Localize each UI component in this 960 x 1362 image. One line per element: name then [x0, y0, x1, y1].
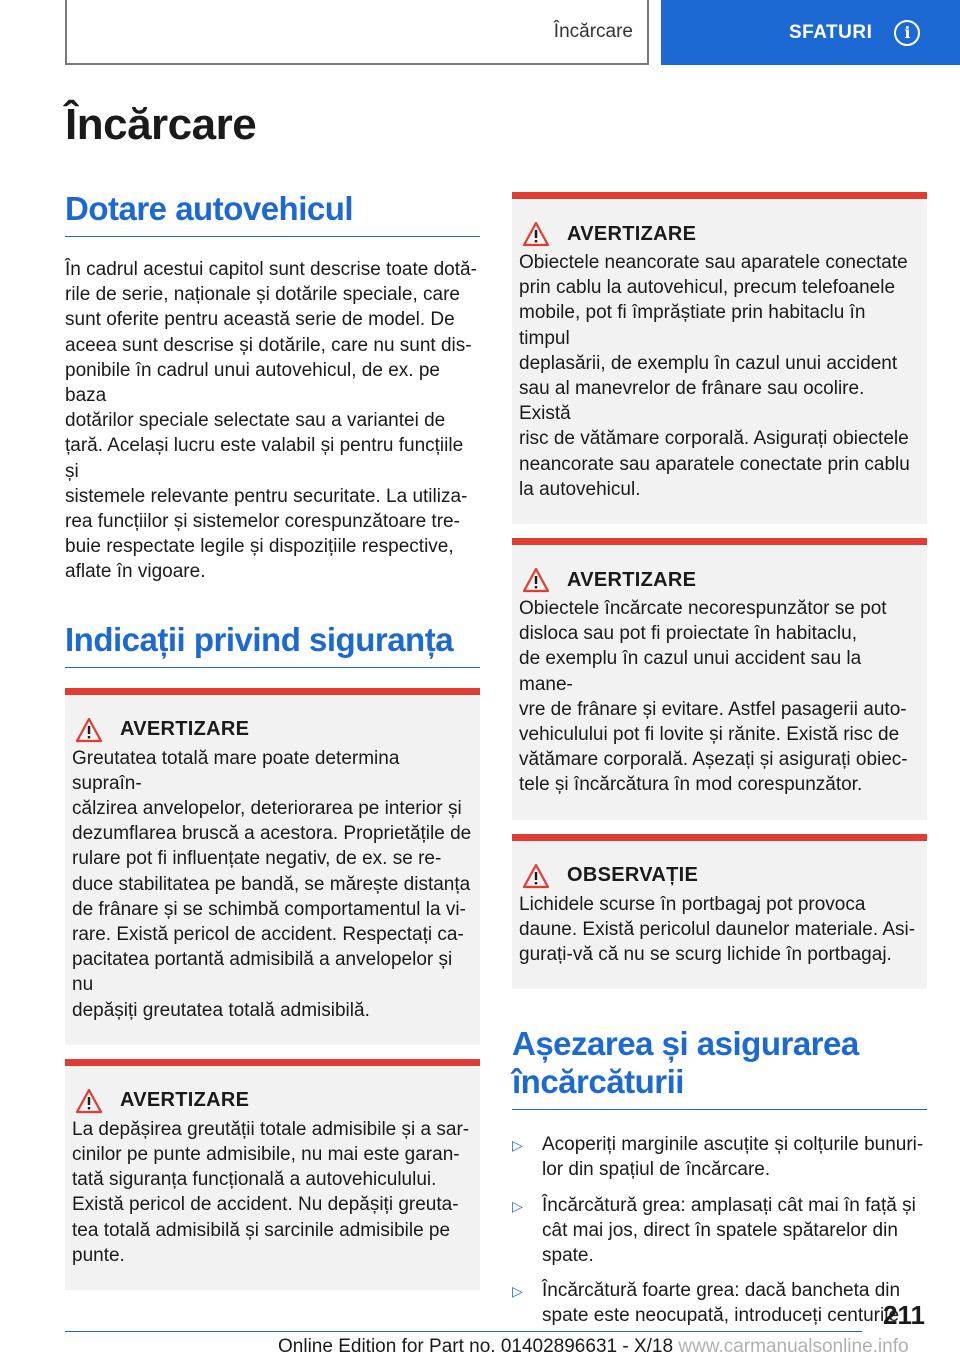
right-column [512, 192, 927, 1339]
footer-divider [65, 1331, 862, 1332]
warning-box [512, 192, 927, 524]
info-icon[interactable]: i [894, 20, 920, 46]
left-column [65, 190, 480, 1290]
warning-text: Obiectele încărcate necorespunzător se pot disloca sau pot fi proiectate în habitaclu, de exemplu în cazul unui accident sau la mane- vre de frânare și evitare. Astfel pasagerii auto- vehiculului pot fi lovite și rănite. Există risc de vătămare corporală. Așezați și asigurați obiec- tele și încărcătura în mod corespunzător. [519, 598, 908, 796]
warning-triangle-icon [522, 863, 550, 889]
list-item: ▷ Încărcătură foarte grea: dacă bancheta din spate este neocupată, introduceți centurile [512, 1278, 927, 1328]
header-section-title: Încărcare [553, 20, 633, 42]
triangle-bullet-icon: ▷ [512, 1197, 523, 1214]
notice-label: OBSERVAȚIE [567, 864, 699, 887]
heading-asezarea: Așezarea și asigurarea încărcăturii [512, 1025, 927, 1110]
warning-box [65, 688, 480, 1045]
heading-siguranta: Indicații privind siguranța [65, 621, 480, 668]
footer [278, 1336, 909, 1358]
warning-text: Greutatea totală mare poate determina supraîn- călzirea anvelopelor, deteriorarea pe interior și dezumflarea bruscă a acestora. Proprietățile de rulare pot fi influențate negativ, de ex. se re- duce stabilitatea pe bandă, se mărește distanța de frânare și se schimbă comportamentul la vi- rare. Există pericol de accident. Respectați ca- pacitatea portantă admisibilă a anvelopelor și nu depășiți greutatea totală admisibilă. [72, 747, 472, 1021]
notice-text: Lichidele scurse în portbagaj pot provoca daune. Există pericolul daunelor materiale. Asi- gurați-vă că nu se scurg lichide în portbagaj. [519, 893, 916, 966]
heading-dotare: Dotare autovehicul [65, 190, 480, 237]
bullet-list [512, 1132, 927, 1328]
list-item: ▷ Încărcătură grea: amplasați cât mai în față și cât mai jos, direct în spatele spătarelor din spate. [512, 1193, 927, 1269]
warning-label: AVERTIZARE [120, 1089, 250, 1112]
warning-box [65, 1059, 480, 1290]
warning-triangle-icon [522, 221, 550, 247]
footer-site-link[interactable]: www.carmanualsonline.info [678, 1336, 909, 1357]
page-number: 211 [883, 1300, 925, 1330]
page-title: Încărcare [65, 100, 257, 149]
warning-label: AVERTIZARE [120, 718, 250, 741]
warning-label: AVERTIZARE [567, 222, 697, 245]
dotare-paragraph: În cadrul acestui capitol sunt descrise toate dotă- rile de serie, naționale și dotările speciale, care sunt oferite pentru această serie de model. De aceea sunt descrise și dotările, care nu sunt dis- ponibile în cadrul unui autovehicul, de ex. pe baza dotărilor speciale selectate sau a variantei de țară. Același lucru este valabil și pentru funcțiile și sistemele relevante pentru securitate. La utiliza- rea funcțiilor și sistemelor corespunzătoare tre- buie respectate legile și dispozițiile respective, aflate în vigoare. [65, 259, 477, 583]
header-tab-label: SFATURI [789, 21, 873, 43]
header-tab-sfaturi[interactable] [661, 0, 960, 65]
triangle-bullet-icon: ▷ [512, 1283, 523, 1300]
list-item: ▷ Acoperiți marginile ascuțite și colțurile bunuri- lor din spațiul de încărcare. [512, 1132, 927, 1182]
footer-edition: Online Edition for Part no. 01402896631 - X/18 [278, 1336, 674, 1357]
warning-triangle-icon [75, 1088, 103, 1114]
notice-box [512, 834, 927, 990]
warning-text: La depășirea greutății totale admisibile și a sar- cinilor pe punte admisibile, nu mai este garan- tată siguranța funcțională a autovehiculului. Există pericol de accident. Nu depășiți greuta- tea totală admisibilă și sarcinile admisibile pe punte. [72, 1118, 470, 1266]
triangle-bullet-icon: ▷ [512, 1137, 523, 1154]
header-section-box [65, 0, 649, 65]
warning-triangle-icon [75, 717, 103, 743]
warning-triangle-icon [522, 567, 550, 593]
warning-text: Obiectele neancorate sau aparatele conectate prin cablu la autovehicul, precum telefoanele mobile, pot fi împrăștiate prin habitaclu în timpul deplasării, de exemplu în cazul unui accident sau al manevrelor de frânare sau ocolire. Există risc de vătămare corporală. Asigurați obiectele neancorate sau aparatele conectate prin cablu la autovehicul. [519, 252, 910, 500]
warning-box [512, 538, 927, 820]
warning-label: AVERTIZARE [567, 568, 697, 591]
